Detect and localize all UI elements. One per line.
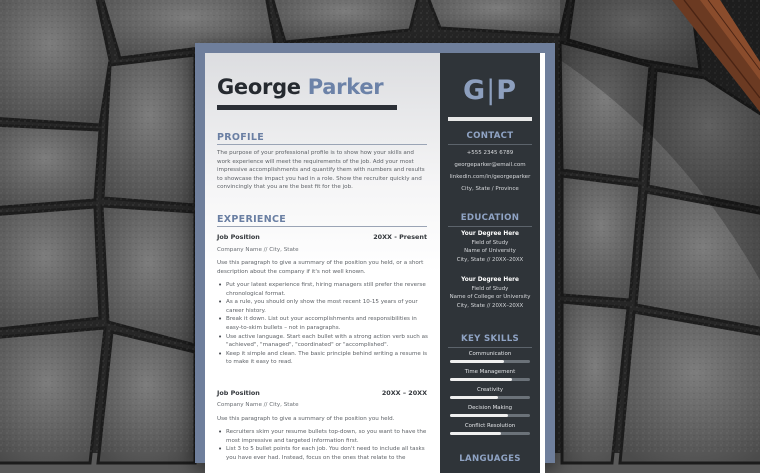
skill-4-bar [450,414,530,417]
education-item-2 [440,276,540,310]
skill-3-label: Creativity [476,387,504,393]
skills-heading: KEY SKILLS [461,334,519,344]
skill-3-fill [450,396,498,399]
skill-2-fill [450,378,512,381]
skills-divider [448,347,532,348]
experience-heading: EXPERIENCE [217,214,287,225]
job-1-title: Job Position [217,233,260,241]
contact-location: City, State / Province [461,186,519,192]
job-2-title: Job Position [217,389,260,397]
job-2-dates: 20XX – 20XX [381,389,427,397]
education-item-1 [440,230,540,264]
languages-heading: LANGUAGES [459,454,521,464]
monogram-last: P [496,75,518,106]
contact-divider [448,144,532,145]
list-item: • Use active language. Start each bullet with a strong action verb such as "achieved", "managed", "coordinated" or "accomplished". [217,333,429,350]
education-2-field: Field of Study [471,285,509,292]
resume-sheet [205,53,545,473]
job-1-header [217,233,427,241]
education-2-school: Name of College or University [449,294,531,301]
education-1-field: Field of Study [471,239,509,246]
education-1-detail: City, State // 20XX–20XX [456,256,524,263]
job-2-company: Company Name // City, State [217,402,299,408]
resume-sidebar [440,53,540,473]
job-2-summary: Use this paragraph to give a summary of the position you held. [217,416,395,422]
name-underline [217,105,397,110]
job-1-company: Company Name // City, State [217,247,299,253]
skill-2-label: Time Management [464,369,516,375]
skill-1-fill [450,360,504,363]
contact-linkedin: linkedin.com/in/georgeparker [449,174,531,180]
education-heading: EDUCATION [460,213,520,223]
education-divider [448,226,532,227]
job-1-summary: Use this paragraph to give a summary of the position you held, or a short description about the company if it's not well known. [217,260,424,275]
profile-divider [217,144,427,145]
skill-3-bar [450,396,530,399]
job-2-bullets [217,428,429,462]
education-2-degree: Your Degree Here [461,277,519,283]
last-name: Parker [307,75,384,99]
job-1-bullets [217,281,429,367]
skill-1-bar [450,360,530,363]
list-item: • Keep it simple and clean. The basic principle behind writing a resume is to make it easy to read. [217,350,429,367]
list-item: • Break it down. List out your accomplishments and responsibilities in easy-to-skim bullets – not in paragraphs. [217,315,429,332]
skill-4-fill [450,414,508,417]
monogram-first: G [462,75,487,106]
list-item: • Put your latest experience first, hiring managers still prefer the reverse chronological format. [217,281,429,298]
skill-5-bar [450,432,530,435]
contact-email: georgeparker@email.com [454,162,526,168]
resume-page [195,43,555,463]
experience-divider [217,226,427,227]
skill-4-label: Decision Making [467,405,513,411]
job-1-dates: 20XX - Present [373,233,427,241]
monogram-underline [448,117,532,121]
profile-text: The purpose of your professional profile is to show how your skills and work experience will meet the requirements of the job. Add your most impressive accomplishments and quantify them with numbers and results to showcase the impact you had in a role. Show the recruiter quickly and convincingly that you are the best fit for the job. [217,150,425,191]
candidate-name [217,75,383,99]
monogram [440,75,540,106]
skill-5-label: Conflict Resolution [464,423,516,429]
resume-main-column [205,53,440,473]
education-1-degree: Your Degree Here [461,231,519,237]
skill-2-bar [450,378,530,381]
job-2-header [217,389,427,397]
education-1-school: Name of University [464,248,516,255]
first-name: George [217,75,301,99]
monogram-separator: | [486,75,497,106]
profile-heading: PROFILE [217,132,265,143]
list-item: • List 3 to 5 bullet points for each job. You don't need to include all tasks you have ever had. Instead, focus on the ones that relate to the [217,445,429,462]
education-2-detail: City, State // 20XX–20XX [456,302,524,309]
list-item: • Recruiters skim your resume bullets top-down, so you want to have the most impressive and targeted information first. [217,428,429,445]
contact-heading: CONTACT [466,131,514,141]
list-item: • As a rule, you should only show the most recent 10-15 years of your career history. [217,298,429,315]
skill-5-fill [450,432,501,435]
skill-1-label: Communication [468,351,512,357]
contact-phone: +555 2345 6789 [466,150,514,156]
